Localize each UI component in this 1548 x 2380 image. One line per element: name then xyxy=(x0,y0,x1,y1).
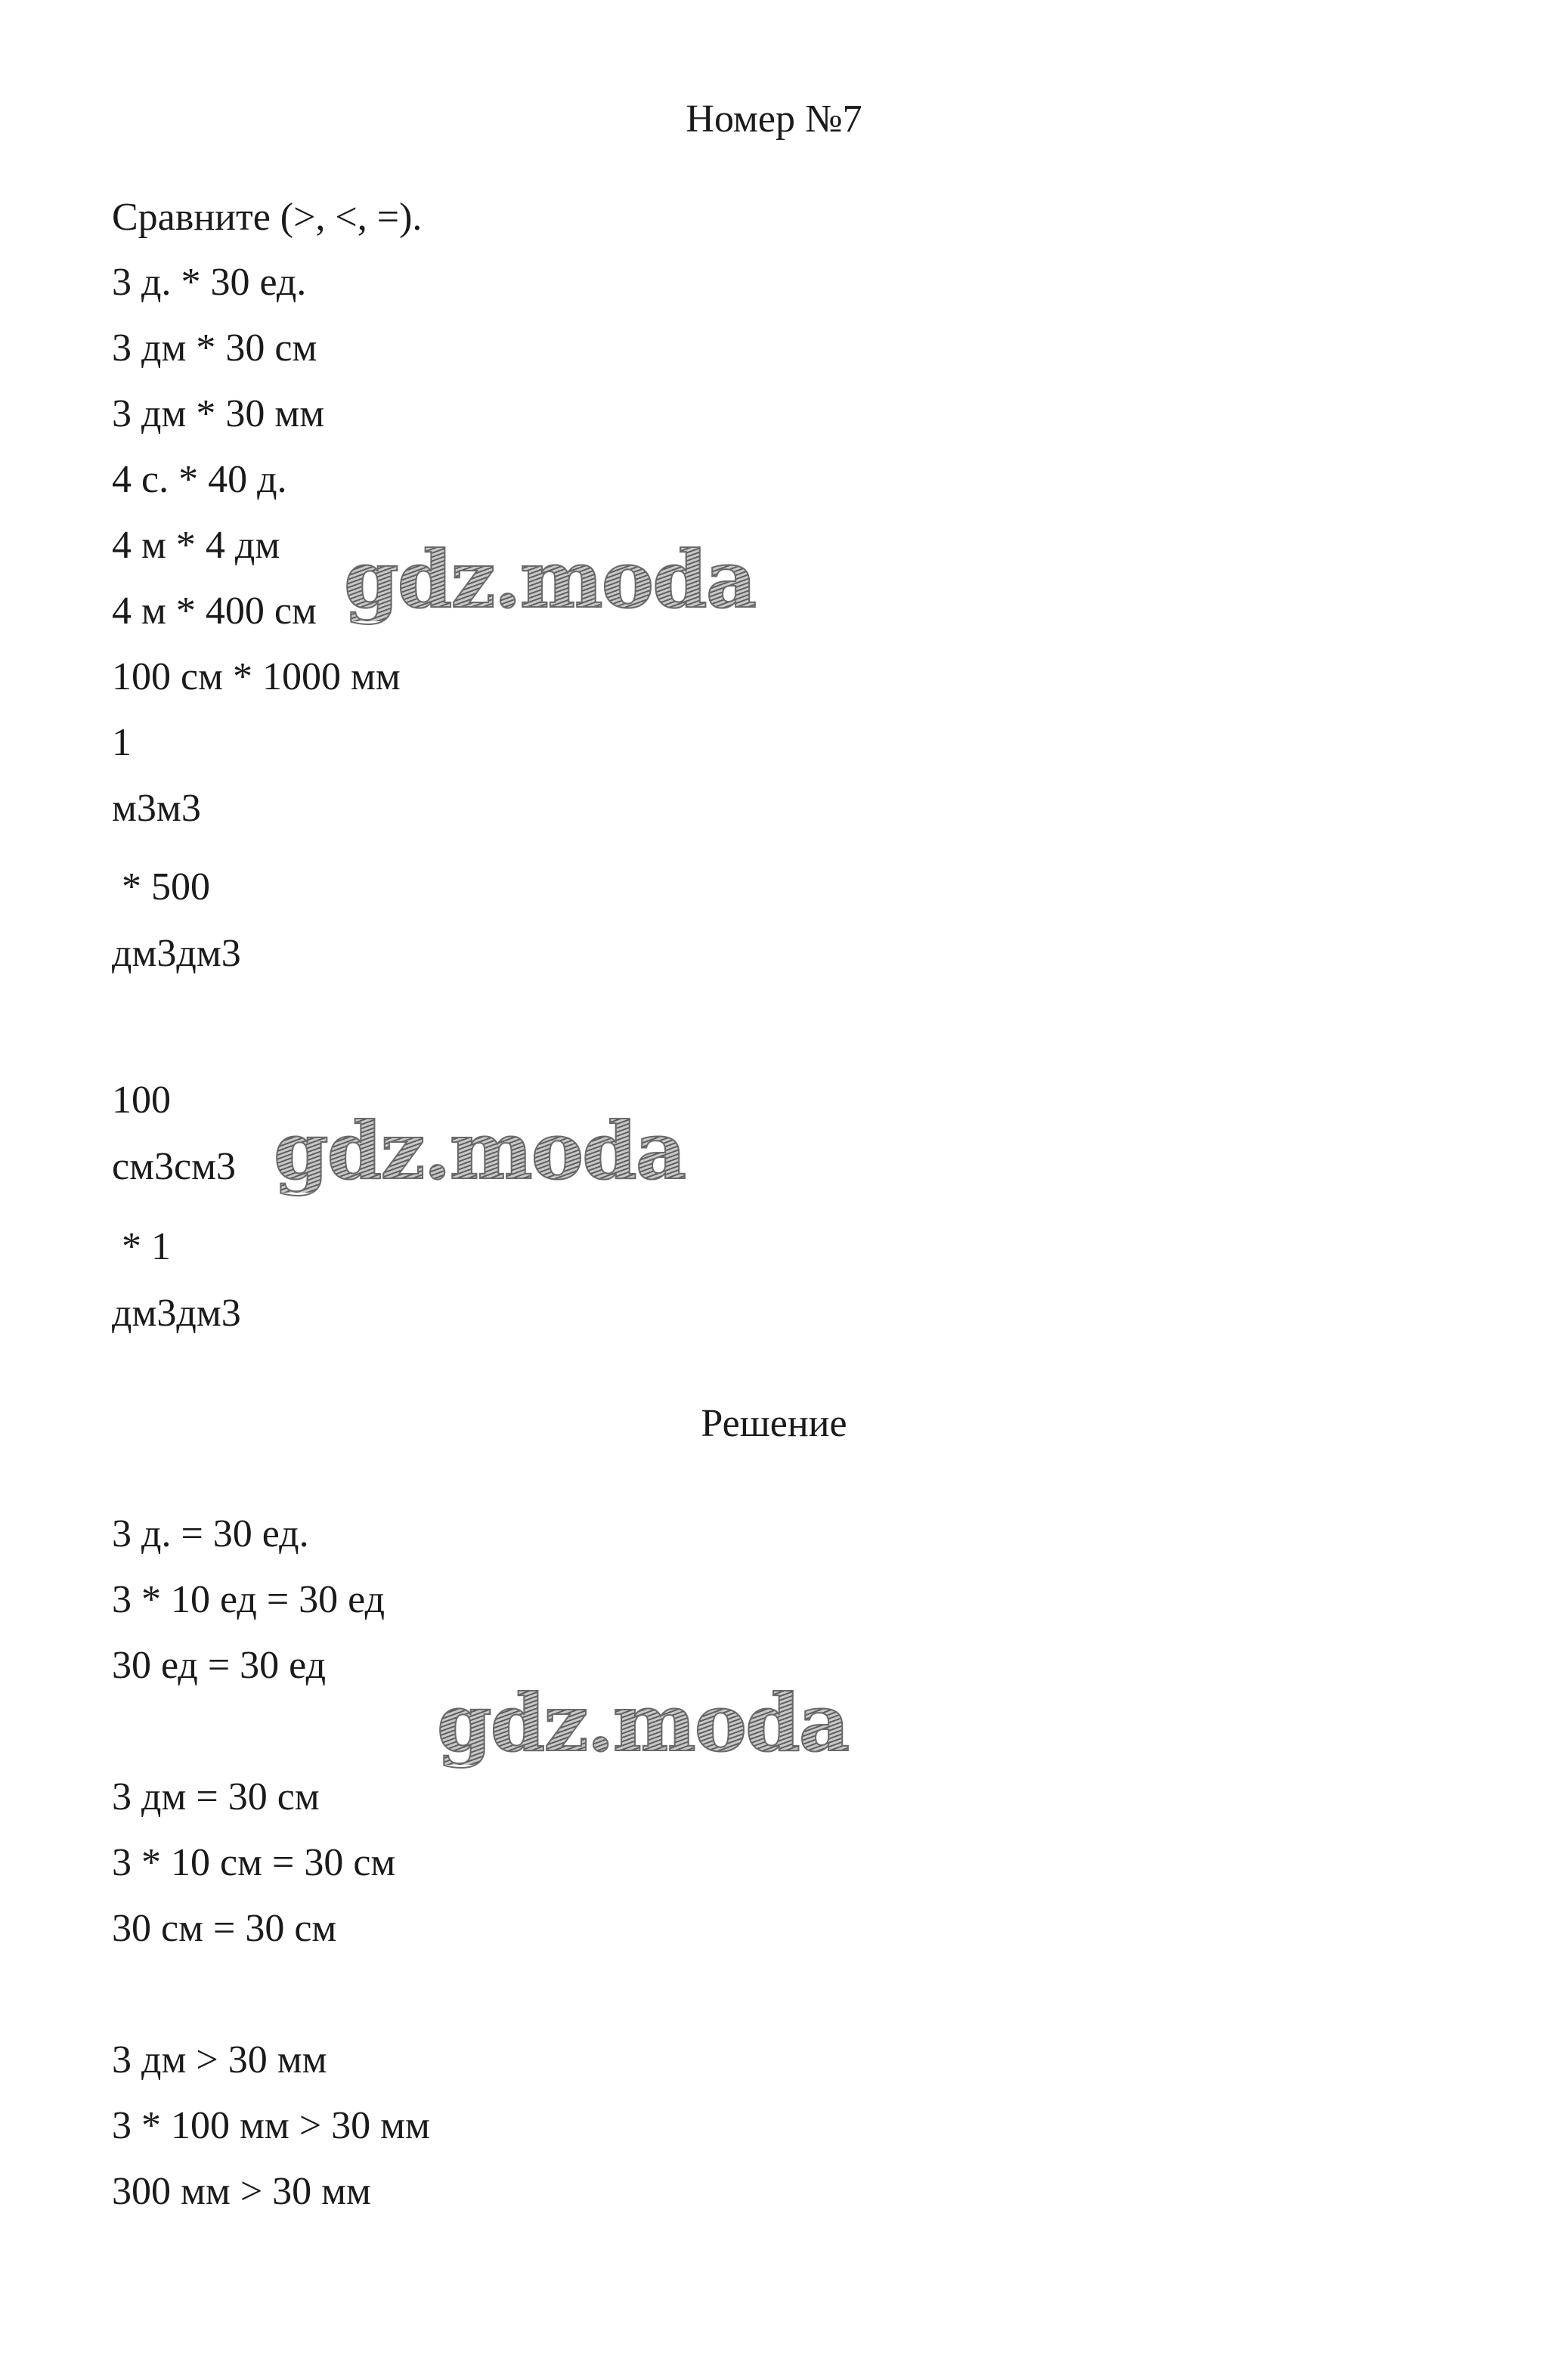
page-title: Номер №7 xyxy=(686,97,862,141)
solution-line: 3 д. = 30 ед. xyxy=(112,1512,309,1555)
task-item: дм3дм3 xyxy=(112,1292,241,1335)
task-item: * 500 xyxy=(112,865,210,908)
task-item: 100 xyxy=(112,1079,171,1122)
solution-line: 3 * 10 ед = 30 ед xyxy=(112,1578,385,1621)
task-item: 3 дм * 30 см xyxy=(112,327,317,370)
task-item: 100 см * 1000 мм xyxy=(112,655,401,698)
task-instruction: Сравните (>, <, =). xyxy=(112,196,423,239)
solution-line: 30 ед = 30 ед xyxy=(112,1644,327,1687)
solution-line: 3 дм > 30 мм xyxy=(112,2038,327,2081)
task-item: 3 д. * 30 ед. xyxy=(112,261,307,304)
task-item: м3м3 xyxy=(112,787,201,830)
solution-line: 30 см = 30 см xyxy=(112,1907,337,1950)
task-item: дм3дм3 xyxy=(112,932,241,975)
task-item: 4 м * 400 см xyxy=(112,590,317,633)
solution-heading: Решение xyxy=(701,1402,847,1445)
task-item: см3см3 xyxy=(112,1145,236,1188)
solution-line: 3 дм = 30 см xyxy=(112,1775,320,1818)
task-item: 3 дм * 30 мм xyxy=(112,392,325,435)
task-item: * 1 xyxy=(112,1225,171,1268)
watermark-logo: gdz.moda xyxy=(437,1676,849,1769)
task-item: 1 xyxy=(112,721,132,764)
task-item: 4 с. * 40 д. xyxy=(112,458,287,501)
task-item: 4 м * 4 дм xyxy=(112,524,280,567)
solution-line: 300 мм > 30 мм xyxy=(112,2170,371,2213)
watermark-logo: gdz.moda xyxy=(344,533,756,626)
watermark-logo: gdz.moda xyxy=(274,1104,686,1197)
solution-line: 3 * 10 см = 30 см xyxy=(112,1841,396,1884)
solution-line: 3 * 100 мм > 30 мм xyxy=(112,2104,430,2147)
